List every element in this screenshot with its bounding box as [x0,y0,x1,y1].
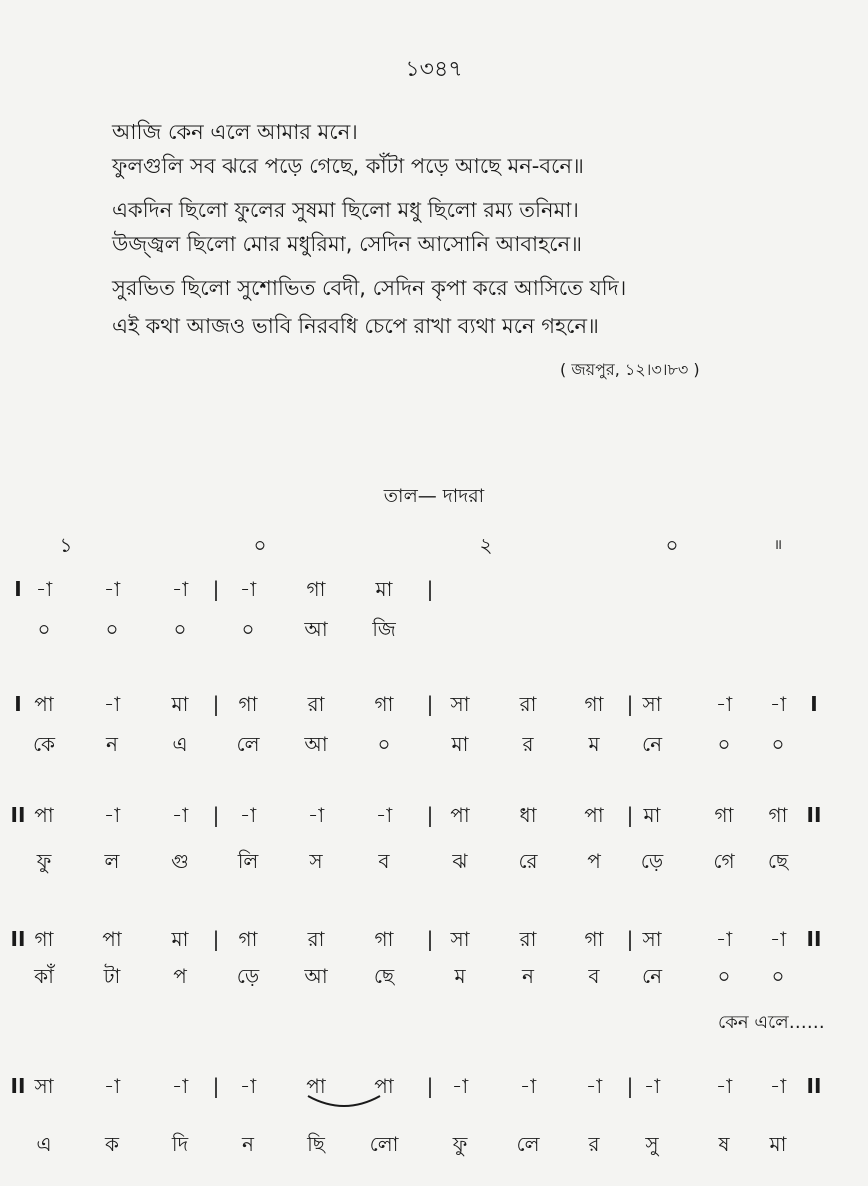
bani-syllable: ০ [717,964,731,988]
swara-note: -া [375,803,393,827]
bani-syllable: ০ [105,617,119,641]
tala-mark: ০ [665,533,679,557]
bani-syllable: গু [171,849,189,873]
swara-note: -া [519,1074,537,1098]
swara-note: গা [306,577,326,601]
bani-syllable: মা [769,1132,787,1156]
bani-syllable: ০ [173,617,187,641]
bar-line: | [212,577,220,601]
bar-line: | [426,692,434,716]
bani-syllable: লো [369,1132,399,1156]
swara-note: গা [238,927,258,951]
swara-note: পা [102,927,122,951]
swara-note: গা [768,803,788,827]
swara-note: মা [171,927,189,951]
bani-syllable: ঝ [452,849,468,873]
bani-syllable: ছে [767,849,789,873]
page-number: ১৩৪৭ [405,57,463,82]
swara-note: গা [238,692,258,716]
bani-syllable: লে [236,732,260,756]
swara-note: মা [171,692,189,716]
lyric-line: আজি কেন এলে আমার মনে। [112,120,358,144]
swara-note: মা [643,803,661,827]
bar-line: II [10,1074,26,1098]
swara-note: গা [34,927,54,951]
composition-credit: ( জয়পুর, ১২।৩।৮৩ ) [560,360,700,379]
bani-syllable: গে [713,849,735,873]
bar-line: | [626,803,634,827]
bani-syllable: ছে [373,964,395,988]
bani-syllable: ০ [377,732,391,756]
swara-note: -া [715,692,733,716]
bani-syllable: ক [105,1132,119,1156]
bani-syllable: ম [588,732,600,756]
tala-mark: ১ [59,533,73,557]
bani-syllable: ০ [771,964,785,988]
swara-note: -া [585,1074,603,1098]
swara-note: রা [307,927,325,951]
bani-syllable: এ [172,732,188,756]
swara-note: -া [643,1074,661,1098]
bani-syllable: ০ [241,617,255,641]
swara-note: পা [306,1074,326,1098]
bani-syllable: ন [106,732,118,756]
bar-line: | [212,927,220,951]
bani-syllable: ড়ে [640,849,664,873]
tala-title: তাল— দাদরা [383,485,485,507]
swara-note: গা [374,692,394,716]
bani-syllable: টা [103,964,121,988]
bar-line: | [426,927,434,951]
bar-line: I [14,577,22,601]
swara-note: -া [239,1074,257,1098]
swara-note: -া [171,577,189,601]
bani-syllable: মা [451,732,469,756]
swara-note: -া [239,803,257,827]
swara-note: -া [103,692,121,716]
bani-syllable: ব [588,964,600,988]
bani-syllable: দি [171,1132,189,1156]
swara-note: -া [239,577,257,601]
bar-line: II [806,1074,822,1098]
bani-syllable: ষ [718,1132,730,1156]
swara-note: -া [307,803,325,827]
swara-note: সা [34,1074,54,1098]
bani-syllable: রে [518,849,538,873]
bani-syllable: ০ [37,617,51,641]
bar-line: II [806,803,822,827]
swara-note: পা [450,803,470,827]
swara-note: সা [642,927,662,951]
meend-slur-icon [306,1094,382,1110]
swara-note: পা [34,803,54,827]
swara-note: পা [584,803,604,827]
bar-line: | [626,692,634,716]
bani-syllable: ফু [452,1132,468,1156]
bani-syllable: আ [304,732,328,756]
bani-syllable: র [522,732,534,756]
swara-note: -া [103,803,121,827]
swara-note: রা [519,692,537,716]
bani-syllable: র [588,1132,600,1156]
swara-note: মা [375,577,393,601]
swara-note: ধা [519,803,537,827]
swara-note: -া [715,927,733,951]
bar-line: I [810,692,818,716]
bani-syllable: সু [645,1132,659,1156]
bani-syllable: ন [522,964,534,988]
bani-syllable: আ [304,964,328,988]
swara-note: পা [34,692,54,716]
swara-note: -া [35,577,53,601]
swara-note: -া [171,803,189,827]
lyric-line: একদিন ছিলো ফুলের সুষমা ছিলো মধু ছিলো রম্য তনিমা। [112,198,579,222]
bar-line: | [212,692,220,716]
bar-line: II [10,803,26,827]
bar-line: | [626,1074,634,1098]
bani-syllable: ফু [36,849,52,873]
lyric-line: উজ্জ্বল ছিলো মোর মধুরিমা, সেদিন আসোনি আবাহনে॥ [112,232,582,256]
bani-syllable: ন [242,1132,254,1156]
bani-syllable: প [587,849,601,873]
bani-syllable: ল [104,849,120,873]
bani-syllable: ড়ে [236,964,260,988]
swara-note: -া [171,1074,189,1098]
bani-syllable: ০ [771,732,785,756]
bar-line: II [10,927,26,951]
bani-syllable: ব [378,849,390,873]
bar-line: | [212,803,220,827]
bani-syllable: ছি [307,1132,325,1156]
bani-syllable: লি [237,849,259,873]
bani-syllable: আ [304,617,328,641]
bar-line: I [14,692,22,716]
swara-note: গা [584,927,604,951]
bar-line: | [212,1074,220,1098]
swara-note: -া [103,577,121,601]
bani-syllable: ম [454,964,466,988]
continuation-note: কেন এলে…… [718,1012,825,1033]
bar-line: | [426,1074,434,1098]
swara-note: গা [584,692,604,716]
bani-syllable: কে [32,732,56,756]
tala-mark: ০ [253,533,267,557]
swara-note: সা [450,927,470,951]
lyric-line: সুরভিত ছিলো সুশোভিত বেদী, সেদিন কৃপা করে আসিতে যদি। [112,276,627,300]
bar-line: | [426,803,434,827]
swara-note: রা [307,692,325,716]
bani-syllable: এ [36,1132,52,1156]
swara-note: -া [451,1074,469,1098]
bani-syllable: নে [641,732,663,756]
bani-syllable: প [173,964,187,988]
lyric-line: এই কথা আজও ভাবি নিরবধি চেপে রাখা ব্যথা মনে গহনে॥ [112,314,599,338]
bar-line: | [426,577,434,601]
swara-note: রা [519,927,537,951]
swara-note: গা [374,927,394,951]
tala-mark: ॥ [773,537,783,553]
swara-note: পা [374,1074,394,1098]
swara-note: -া [103,1074,121,1098]
bani-syllable: জি [372,617,396,641]
swara-note: -া [769,927,787,951]
swara-note: সা [450,692,470,716]
swara-note: -া [769,692,787,716]
swara-note: সা [642,692,662,716]
bar-line: | [626,927,634,951]
swara-note: -া [769,1074,787,1098]
bani-syllable: নে [641,964,663,988]
bani-syllable: লে [516,1132,540,1156]
swara-note: গা [714,803,734,827]
lyric-line: ফুলগুলি সব ঝরে পড়ে গেছে, কাঁটা পড়ে আছে মন-বনে॥ [112,154,584,178]
tala-mark: ২ [479,533,493,557]
bani-syllable: কাঁ [34,964,54,988]
bar-line: II [806,927,822,951]
bani-syllable: ০ [717,732,731,756]
bani-syllable: স [309,849,323,873]
swara-note: -া [715,1074,733,1098]
